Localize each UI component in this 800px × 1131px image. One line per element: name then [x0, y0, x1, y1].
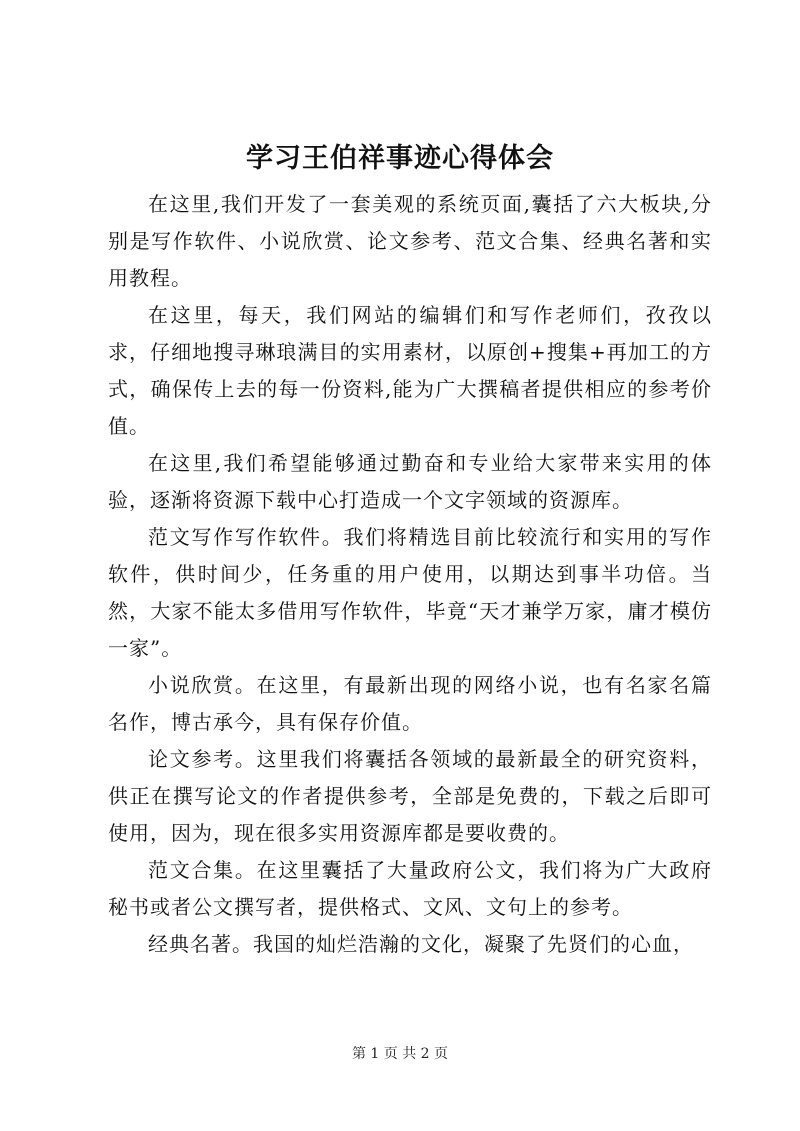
- paragraph-papers: 论文参考。这里我们将囊括各领域的最新最全的研究资料，供正在撰写论文的作者提供参考，全部是免费的，下载之后即可使用，因为，现在很多实用资源库都是要收费的。: [108, 747, 712, 845]
- page-number-footer: 第 1 页 共 2 页: [351, 1046, 449, 1062]
- paragraph-intro: 在这里,我们开发了一套美观的系统页面,囊括了六大板块,分别是写作软件、小说欣赏、论文参考、范文合集、经典名著和实用教程。: [108, 192, 712, 290]
- paragraph-classics: 经典名著。我国的灿烂浩瀚的文化，凝聚了先贤们的心血，: [148, 932, 694, 956]
- paragraph-collections: 范文合集。在这里囊括了大量政府公文，我们将为广大政府秘书或者公文撰写者，提供格式、文风、文句上的参考。: [108, 858, 712, 919]
- paragraph-hope: 在这里,我们希望能够通过勤奋和专业给大家带来实用的体验，逐渐将资源下载中心打造成一个文字领域的资源库。: [108, 451, 712, 512]
- paragraph-writing-software: 范文写作写作软件。我们将精选目前比较流行和实用的写作软件，供时间少，任务重的用户使用，以期达到事半功倍。当然，大家不能太多借用写作软件，毕竟“天才兼学万家，庸才模仿一家”。: [108, 525, 712, 660]
- document-body: [108, 186, 712, 963]
- document-title: 学习王伯祥事迹心得体会: [246, 143, 554, 174]
- paragraph-daily-work: 在这里，每天，我们网站的编辑们和写作老师们，孜孜以求，仔细地搜寻琳琅满目的实用素材，以原创+搜集+再加工的方式，确保传上去的每一份资料,能为广大撰稿者提供相应的参考价值。: [108, 303, 712, 438]
- paragraph-novels: 小说欣赏。在这里，有最新出现的网络小说，也有名家名篇名作，博古承今，具有保存价值。: [108, 673, 712, 734]
